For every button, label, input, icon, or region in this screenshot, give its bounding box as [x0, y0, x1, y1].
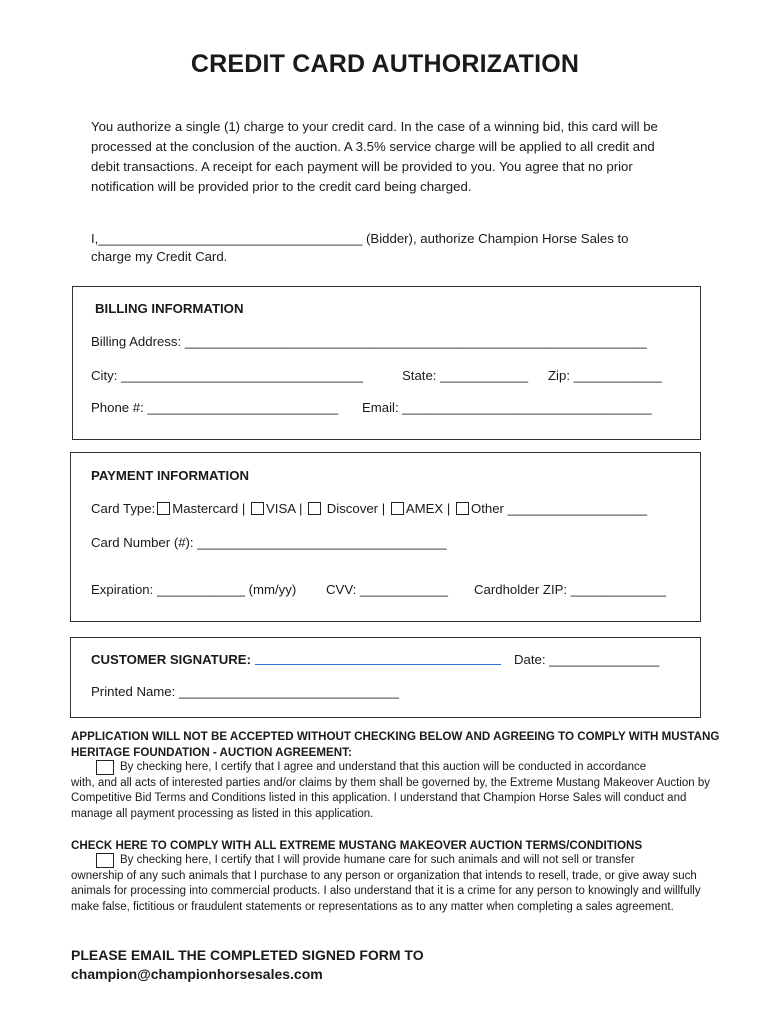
mastercard-label: Mastercard |	[172, 501, 246, 516]
agreement1-checkbox-wrap	[96, 760, 114, 775]
email-address[interactable]: champion@championhorsesales.com	[71, 966, 323, 982]
signature-row	[91, 652, 501, 667]
email-instruction: PLEASE EMAIL THE COMPLETED SIGNED FORM TO	[71, 947, 424, 963]
discover-checkbox[interactable]	[308, 502, 321, 515]
zip-field[interactable]: Zip: ____________	[548, 368, 662, 383]
amex-checkbox[interactable]	[391, 502, 404, 515]
agreement2-heading: CHECK HERE TO COMPLY WITH ALL EXTREME MUSTANG MAKEOVER AUCTION TERMS/CONDITIONS	[71, 839, 643, 852]
printed-name-field[interactable]: Printed Name: ______________________________	[91, 684, 399, 699]
signature-line[interactable]	[255, 653, 501, 665]
date-field[interactable]: Date: _______________	[514, 652, 660, 667]
bidder-suffix: (Bidder), authorize Champion Horse Sales to	[362, 231, 629, 246]
agreement2-text-rest: ownership of any such animals that I purchase to any person or organization that intends to resell, trade, or give away such animals for processing into commercial products. I also understand that it is a crime for any person to knowingly and willfully make false, fictitious or fraudulent statements or representations as to any matter when completing a sales agreement.	[71, 869, 701, 913]
city-field[interactable]: City: _________________________________	[91, 368, 364, 383]
other-label[interactable]: Other ___________________	[470, 501, 647, 516]
signature-box	[70, 637, 701, 718]
other-checkbox[interactable]	[456, 502, 469, 515]
bidder-statement	[91, 230, 691, 266]
card-type-row	[91, 501, 647, 516]
agreement1-checkbox[interactable]	[96, 760, 114, 775]
payment-title: PAYMENT INFORMATION	[91, 468, 250, 483]
agreement1-heading: APPLICATION WILL NOT BE ACCEPTED WITHOUT CHECKING BELOW AND AGREEING TO COMPLY WITH MUSTANG HERITAGE FOUNDATION - AUCTION AGREEMENT:	[71, 730, 720, 759]
mastercard-checkbox[interactable]	[157, 502, 170, 515]
page-title: CREDIT CARD AUTHORIZATION	[190, 50, 580, 78]
agreement2-checkbox-wrap	[96, 853, 114, 868]
signature-label: CUSTOMER SIGNATURE:	[91, 652, 251, 667]
expiration-field[interactable]: Expiration: ____________ (mm/yy)	[91, 582, 297, 597]
amex-label: AMEX |	[405, 501, 451, 516]
card-number-field[interactable]: Card Number (#): __________________________________	[91, 535, 447, 550]
intro-paragraph: You authorize a single (1) charge to your credit card. In the case of a winning bid, this card will be processed at the conclusion of the auction. A 3.5% service charge will be applied to all credit and debit transactions. A receipt for each payment will be provided to you. You agree that no prior notification will be provided prior to the credit card being charged.	[91, 119, 658, 194]
billing-title: BILLING INFORMATION	[95, 301, 244, 316]
state-field[interactable]: State: ____________	[402, 368, 529, 383]
bidder-line2: charge my Credit Card.	[91, 249, 228, 264]
bidder-name-field[interactable]: ____________________________________	[98, 231, 363, 246]
cardholder-zip-field[interactable]: Cardholder ZIP: _____________	[474, 582, 667, 597]
phone-field[interactable]: Phone #: __________________________	[91, 400, 339, 415]
card-type-label: Card Type:	[91, 501, 156, 516]
billing-address-field[interactable]: Billing Address: _______________________________________________________________	[91, 334, 647, 349]
agreement1-text-rest: with, and all acts of interested parties and/or claims by them shall be governed by, the Extreme Mustang Makeover Auction by Competitive Bid Terms and Conditions listed in this application. I understand that Champion Horse Sales will conduct and manage all payment processing as listed in this application.	[71, 776, 711, 820]
discover-label: Discover |	[326, 501, 386, 516]
agreement2-text-first: By checking here, I certify that I will provide humane care for such animals and will not sell or transfer	[120, 854, 635, 866]
visa-checkbox[interactable]	[251, 502, 264, 515]
bidder-prefix: I,	[91, 231, 99, 246]
cvv-field[interactable]: CVV: ____________	[326, 582, 448, 597]
agreement1-text-first: By checking here, I certify that I agree and understand that this auction will be conducted in accordance	[120, 761, 647, 773]
visa-label: VISA |	[265, 501, 303, 516]
agreement2-checkbox[interactable]	[96, 853, 114, 868]
email-field[interactable]: Email: __________________________________	[362, 400, 652, 415]
